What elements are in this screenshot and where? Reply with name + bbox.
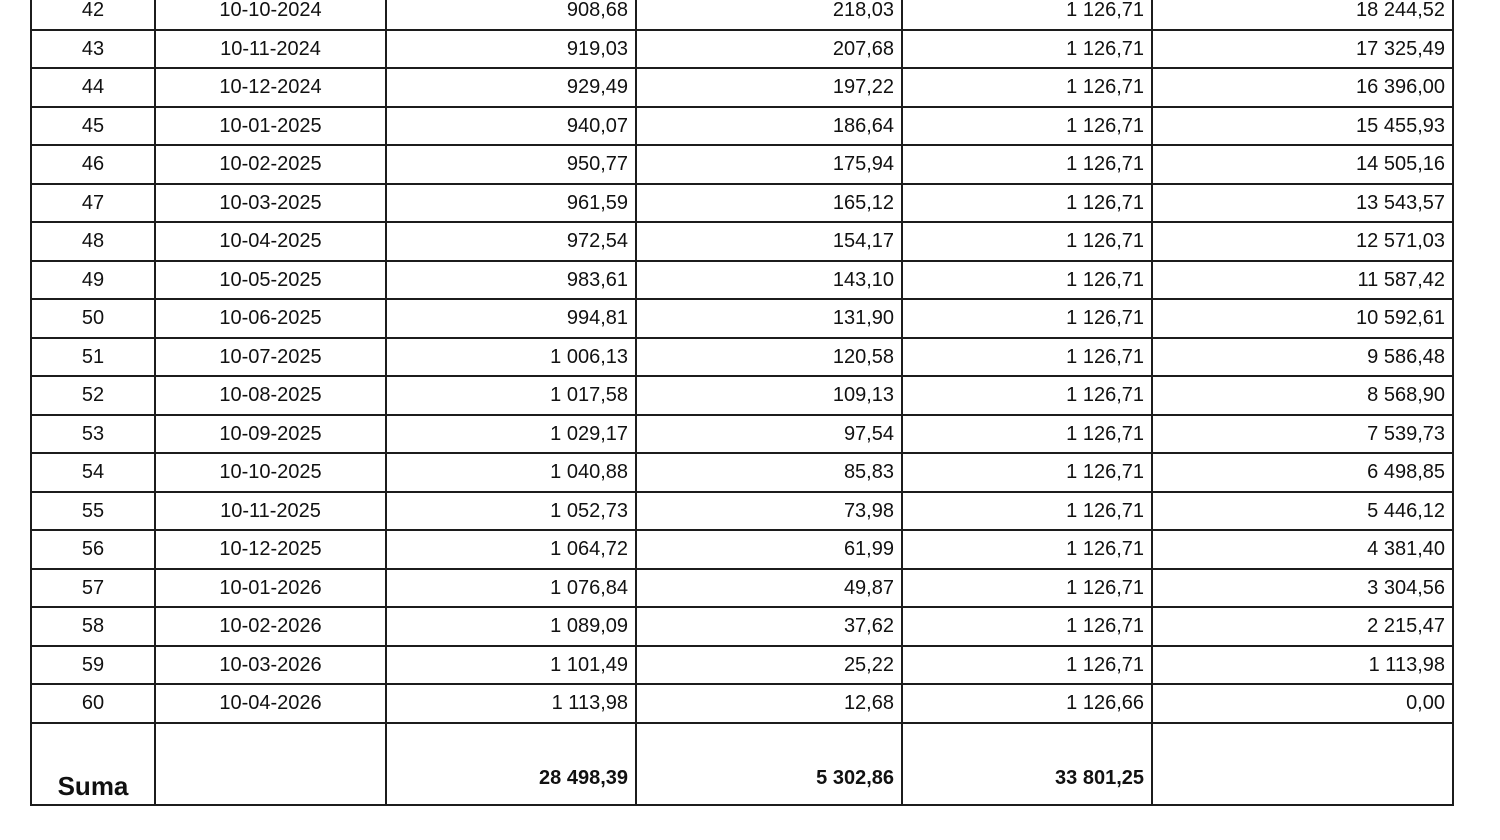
interest-amount-cell: 218,03 <box>636 0 902 30</box>
remaining-balance-cell: 8 568,90 <box>1152 376 1453 415</box>
remaining-balance-cell: 15 455,93 <box>1152 107 1453 146</box>
table-row <box>31 299 1453 338</box>
totals-label: Suma <box>31 723 155 805</box>
interest-amount-cell: 85,83 <box>636 453 902 492</box>
capital-amount-cell: 1 029,17 <box>386 415 636 454</box>
table-row <box>31 107 1453 146</box>
table-row <box>31 376 1453 415</box>
capital-amount-cell: 961,59 <box>386 184 636 223</box>
payment-date-cell: 10-04-2025 <box>155 222 386 261</box>
remaining-balance-cell: 7 539,73 <box>1152 415 1453 454</box>
interest-amount-cell: 61,99 <box>636 530 902 569</box>
installment-number-cell: 54 <box>31 453 155 492</box>
capital-amount-cell: 1 006,13 <box>386 338 636 377</box>
remaining-balance-cell: 14 505,16 <box>1152 145 1453 184</box>
interest-amount-cell: 120,58 <box>636 338 902 377</box>
payment-date-cell: 10-09-2025 <box>155 415 386 454</box>
installment-amount-cell: 1 126,71 <box>902 299 1152 338</box>
interest-amount-cell: 154,17 <box>636 222 902 261</box>
installment-number-cell: 47 <box>31 184 155 223</box>
payment-date-cell: 10-11-2025 <box>155 492 386 531</box>
table-row <box>31 530 1453 569</box>
interest-amount-cell: 97,54 <box>636 415 902 454</box>
payment-date-cell: 10-02-2026 <box>155 607 386 646</box>
installment-amount-cell: 1 126,71 <box>902 261 1152 300</box>
payment-date-cell: 10-01-2025 <box>155 107 386 146</box>
capital-amount-cell: 919,03 <box>386 30 636 69</box>
payment-date-cell: 10-06-2025 <box>155 299 386 338</box>
capital-amount-cell: 1 113,98 <box>386 684 636 723</box>
capital-amount-cell: 983,61 <box>386 261 636 300</box>
remaining-balance-cell: 12 571,03 <box>1152 222 1453 261</box>
repayment-schedule-table <box>30 0 1454 806</box>
schedule-body <box>31 0 1453 805</box>
interest-amount-cell: 73,98 <box>636 492 902 531</box>
remaining-balance-cell: 0,00 <box>1152 684 1453 723</box>
table-row <box>31 569 1453 608</box>
remaining-balance-cell: 10 592,61 <box>1152 299 1453 338</box>
interest-amount-cell: 143,10 <box>636 261 902 300</box>
totals-date-cell <box>155 723 386 805</box>
remaining-balance-cell: 6 498,85 <box>1152 453 1453 492</box>
capital-amount-cell: 950,77 <box>386 145 636 184</box>
installment-amount-cell: 1 126,71 <box>902 0 1152 30</box>
installment-number-cell: 53 <box>31 415 155 454</box>
installment-number-cell: 56 <box>31 530 155 569</box>
capital-amount-cell: 1 052,73 <box>386 492 636 531</box>
payment-date-cell: 10-10-2025 <box>155 453 386 492</box>
installment-number-cell: 52 <box>31 376 155 415</box>
installment-number-cell: 51 <box>31 338 155 377</box>
table-row <box>31 222 1453 261</box>
table-row <box>31 68 1453 107</box>
remaining-balance-cell: 2 215,47 <box>1152 607 1453 646</box>
installment-number-cell: 50 <box>31 299 155 338</box>
payment-date-cell: 10-02-2025 <box>155 145 386 184</box>
capital-amount-cell: 994,81 <box>386 299 636 338</box>
table-row <box>31 145 1453 184</box>
payment-date-cell: 10-12-2025 <box>155 530 386 569</box>
installment-amount-cell: 1 126,71 <box>902 338 1152 377</box>
table-row <box>31 338 1453 377</box>
capital-amount-cell: 972,54 <box>386 222 636 261</box>
payment-date-cell: 10-01-2026 <box>155 569 386 608</box>
payment-date-cell: 10-03-2025 <box>155 184 386 223</box>
table-row <box>31 492 1453 531</box>
payment-date-cell: 10-04-2026 <box>155 684 386 723</box>
remaining-balance-cell: 16 396,00 <box>1152 68 1453 107</box>
installment-amount-cell: 1 126,71 <box>902 530 1152 569</box>
totals-row <box>31 723 1453 805</box>
payment-date-cell: 10-07-2025 <box>155 338 386 377</box>
installment-amount-cell: 1 126,71 <box>902 376 1152 415</box>
installment-number-cell: 42 <box>31 0 155 30</box>
total-installment-cell: 33 801,25 <box>902 723 1152 805</box>
remaining-balance-cell: 9 586,48 <box>1152 338 1453 377</box>
totals-balance-cell <box>1152 723 1453 805</box>
interest-amount-cell: 131,90 <box>636 299 902 338</box>
installment-amount-cell: 1 126,71 <box>902 30 1152 69</box>
installment-amount-cell: 1 126,71 <box>902 607 1152 646</box>
table-row <box>31 0 1453 30</box>
capital-amount-cell: 929,49 <box>386 68 636 107</box>
interest-amount-cell: 109,13 <box>636 376 902 415</box>
remaining-balance-cell: 17 325,49 <box>1152 30 1453 69</box>
installment-number-cell: 45 <box>31 107 155 146</box>
table-row <box>31 453 1453 492</box>
interest-amount-cell: 186,64 <box>636 107 902 146</box>
capital-amount-cell: 1 089,09 <box>386 607 636 646</box>
table-row <box>31 415 1453 454</box>
interest-amount-cell: 165,12 <box>636 184 902 223</box>
capital-amount-cell: 940,07 <box>386 107 636 146</box>
installment-amount-cell: 1 126,66 <box>902 684 1152 723</box>
installment-number-cell: 60 <box>31 684 155 723</box>
installment-number-cell: 44 <box>31 68 155 107</box>
total-capital-cell: 28 498,39 <box>386 723 636 805</box>
installment-amount-cell: 1 126,71 <box>902 415 1152 454</box>
installment-amount-cell: 1 126,71 <box>902 68 1152 107</box>
interest-amount-cell: 197,22 <box>636 68 902 107</box>
payment-date-cell: 10-08-2025 <box>155 376 386 415</box>
installment-number-cell: 43 <box>31 30 155 69</box>
payment-date-cell: 10-10-2024 <box>155 0 386 30</box>
table-row <box>31 184 1453 223</box>
installment-number-cell: 49 <box>31 261 155 300</box>
installment-amount-cell: 1 126,71 <box>902 492 1152 531</box>
installment-amount-cell: 1 126,71 <box>902 222 1152 261</box>
installment-number-cell: 46 <box>31 145 155 184</box>
table-row <box>31 607 1453 646</box>
interest-amount-cell: 25,22 <box>636 646 902 685</box>
remaining-balance-cell: 3 304,56 <box>1152 569 1453 608</box>
interest-amount-cell: 207,68 <box>636 30 902 69</box>
table-row <box>31 684 1453 723</box>
payment-date-cell: 10-11-2024 <box>155 30 386 69</box>
interest-amount-cell: 175,94 <box>636 145 902 184</box>
installment-number-cell: 58 <box>31 607 155 646</box>
installment-number-cell: 55 <box>31 492 155 531</box>
capital-amount-cell: 1 040,88 <box>386 453 636 492</box>
capital-amount-cell: 1 101,49 <box>386 646 636 685</box>
installment-amount-cell: 1 126,71 <box>902 184 1152 223</box>
installment-amount-cell: 1 126,71 <box>902 569 1152 608</box>
table-row <box>31 646 1453 685</box>
installment-amount-cell: 1 126,71 <box>902 646 1152 685</box>
remaining-balance-cell: 11 587,42 <box>1152 261 1453 300</box>
capital-amount-cell: 1 017,58 <box>386 376 636 415</box>
payment-date-cell: 10-03-2026 <box>155 646 386 685</box>
payment-date-cell: 10-05-2025 <box>155 261 386 300</box>
remaining-balance-cell: 1 113,98 <box>1152 646 1453 685</box>
payment-date-cell: 10-12-2024 <box>155 68 386 107</box>
capital-amount-cell: 1 076,84 <box>386 569 636 608</box>
remaining-balance-cell: 5 446,12 <box>1152 492 1453 531</box>
interest-amount-cell: 12,68 <box>636 684 902 723</box>
installment-amount-cell: 1 126,71 <box>902 453 1152 492</box>
remaining-balance-cell: 13 543,57 <box>1152 184 1453 223</box>
remaining-balance-cell: 18 244,52 <box>1152 0 1453 30</box>
installment-number-cell: 59 <box>31 646 155 685</box>
capital-amount-cell: 908,68 <box>386 0 636 30</box>
installment-number-cell: 57 <box>31 569 155 608</box>
installment-amount-cell: 1 126,71 <box>902 145 1152 184</box>
table-row <box>31 30 1453 69</box>
interest-amount-cell: 49,87 <box>636 569 902 608</box>
installment-amount-cell: 1 126,71 <box>902 107 1152 146</box>
installment-number-cell: 48 <box>31 222 155 261</box>
interest-amount-cell: 37,62 <box>636 607 902 646</box>
total-interest-cell: 5 302,86 <box>636 723 902 805</box>
capital-amount-cell: 1 064,72 <box>386 530 636 569</box>
remaining-balance-cell: 4 381,40 <box>1152 530 1453 569</box>
table-row <box>31 261 1453 300</box>
